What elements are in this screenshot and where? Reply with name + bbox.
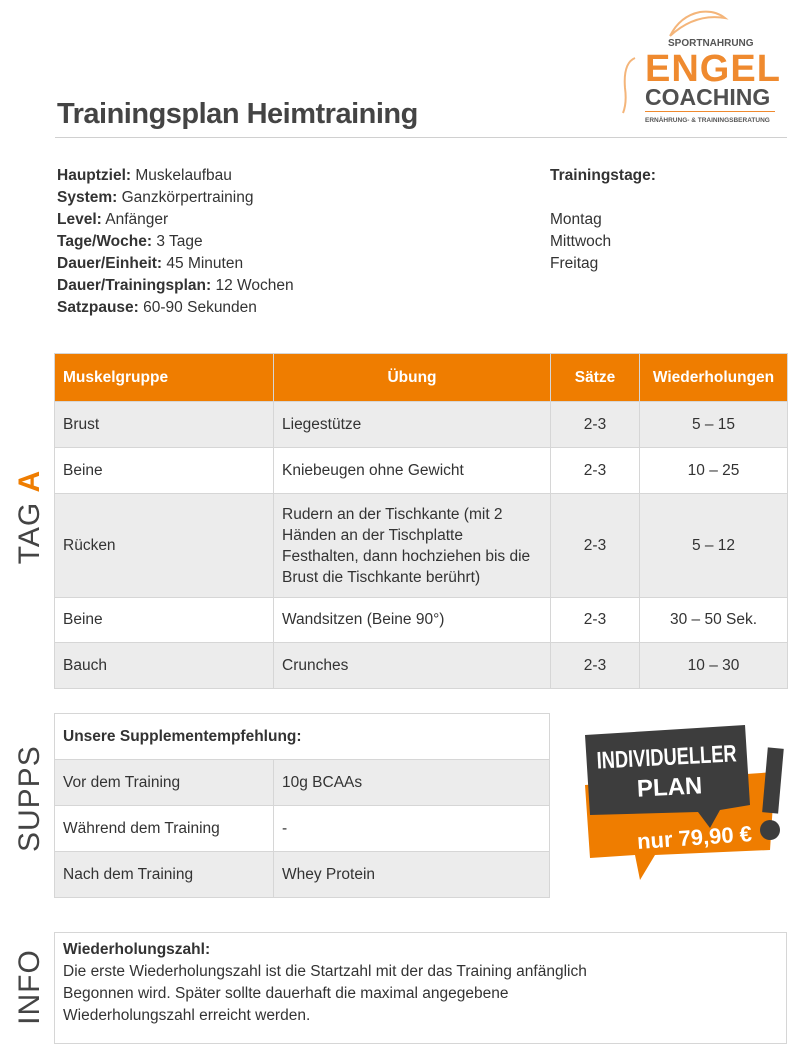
table-row <box>55 806 550 852</box>
info-line <box>57 165 294 187</box>
cell-exercise: Rudern an der Tischkante (mit 2 Händen an der Tischplatte Festhalten, dann hochziehen bis die Brust die Tischkante berührt) <box>274 494 551 598</box>
info-value: 45 Minuten <box>166 255 244 272</box>
cell-sets: 2-3 <box>551 402 640 448</box>
tag-text: TAG <box>13 492 46 565</box>
info-value: 3 Tage <box>156 233 203 250</box>
info-label: Level: <box>57 211 102 228</box>
cell-sets: 2-3 <box>551 448 640 494</box>
info-line <box>57 187 294 209</box>
info-line <box>57 275 294 297</box>
supps-time: Nach dem Training <box>55 852 274 898</box>
info-line <box>57 231 294 253</box>
supps-product: 10g BCAAs <box>274 760 550 806</box>
info-label: Dauer/Trainingsplan: <box>57 277 212 294</box>
table-row <box>55 448 788 494</box>
page-title: Trainingsplan Heimtraining <box>57 98 418 130</box>
info-value: 12 Wochen <box>215 277 294 294</box>
training-day: Mittwoch <box>550 233 612 250</box>
cell-reps: 5 – 15 <box>640 402 788 448</box>
cell-exercise: Crunches <box>274 643 551 689</box>
cell-reps: 5 – 12 <box>640 494 788 598</box>
cell-muscle: Beine <box>55 598 274 643</box>
training-days <box>550 165 656 275</box>
cell-exercise: Kniebeugen ohne Gewicht <box>274 448 551 494</box>
table-row <box>55 760 550 806</box>
training-day: Montag <box>550 211 602 228</box>
info-box-text: Die erste Wiederholungszahl ist die Startzahl mit der das Training anfänglich Begonnen wird. Später sollte dauerhaft die maximal angegebene Wiederholungszahl erreicht werden. <box>63 963 587 1024</box>
logo-main-text: ENGEL <box>645 48 781 90</box>
info-label: System: <box>57 189 118 206</box>
badge-line2: PLAN <box>636 772 703 803</box>
cell-reps: 30 – 50 Sek. <box>640 598 788 643</box>
cell-muscle: Rücken <box>55 494 274 598</box>
logo-sub-text: ERNÄHRUNG- & TRAININGSBERATUNG <box>645 117 770 124</box>
supps-heading-row <box>55 714 550 760</box>
info-value: Anfänger <box>105 211 169 228</box>
cell-sets: 2-3 <box>551 494 640 598</box>
training-table <box>54 353 788 689</box>
supps-heading: Unsere Supplementempfehlung: <box>55 714 550 760</box>
info-label: Hauptziel: <box>57 167 132 184</box>
table-row <box>55 643 788 689</box>
badge-price: nur 79,90 € <box>636 821 753 854</box>
supps-product: Whey Protein <box>274 852 550 898</box>
table-row <box>55 598 788 643</box>
supps-time: Während dem Training <box>55 806 274 852</box>
cell-exercise: Liegestütze <box>274 402 551 448</box>
supplement-table <box>54 713 550 898</box>
cell-reps: 10 – 25 <box>640 448 788 494</box>
cell-muscle: Bauch <box>55 643 274 689</box>
info-value: Muskelaufbau <box>135 167 232 184</box>
supps-product: - <box>274 806 550 852</box>
table-row <box>55 852 550 898</box>
info-line <box>57 253 294 275</box>
table-header <box>55 354 788 402</box>
tag-letter: A <box>13 469 46 493</box>
info-box-heading: Wiederholungszahl: <box>63 941 211 958</box>
training-days-label: Trainingstage: <box>550 167 656 184</box>
header-wiederholungen: Wiederholungen <box>640 354 788 402</box>
header-uebung: Übung <box>274 354 551 402</box>
training-day: Freitag <box>550 255 599 272</box>
logo-top-text: SPORTNAHRUNG <box>668 38 754 49</box>
table-row <box>55 402 788 448</box>
cell-sets: 2-3 <box>551 643 640 689</box>
supps-label: SUPPS <box>13 745 46 852</box>
info-line <box>57 297 294 319</box>
badge-line1: INDIVIDUELLER <box>595 738 782 775</box>
tag-a-label <box>13 467 47 567</box>
cell-muscle: Beine <box>55 448 274 494</box>
supps-time: Vor dem Training <box>55 760 274 806</box>
logo-second-text: COACHING <box>645 84 771 110</box>
logo <box>615 8 785 130</box>
info-label: Tage/Woche: <box>57 233 153 250</box>
cell-exercise: Wandsitzen (Beine 90°) <box>274 598 551 643</box>
cell-reps: 10 – 30 <box>640 643 788 689</box>
info-box <box>54 932 787 1044</box>
header-muskelgruppe: Muskelgruppe <box>55 354 274 402</box>
logo-divider <box>645 111 775 112</box>
title-divider <box>55 137 787 138</box>
info-label: Dauer/Einheit: <box>57 255 163 272</box>
plan-info <box>57 165 294 319</box>
header-saetze: Sätze <box>551 354 640 402</box>
cell-muscle: Brust <box>55 402 274 448</box>
info-value: Ganzkörpertraining <box>121 189 254 206</box>
info-line <box>57 209 294 231</box>
info-value: 60-90 Sekunden <box>143 299 257 316</box>
individual-plan-badge[interactable] <box>580 720 790 885</box>
table-row <box>55 494 788 598</box>
info-label: Satzpause: <box>57 299 139 316</box>
info-label: INFO <box>13 949 46 1025</box>
cell-sets: 2-3 <box>551 598 640 643</box>
